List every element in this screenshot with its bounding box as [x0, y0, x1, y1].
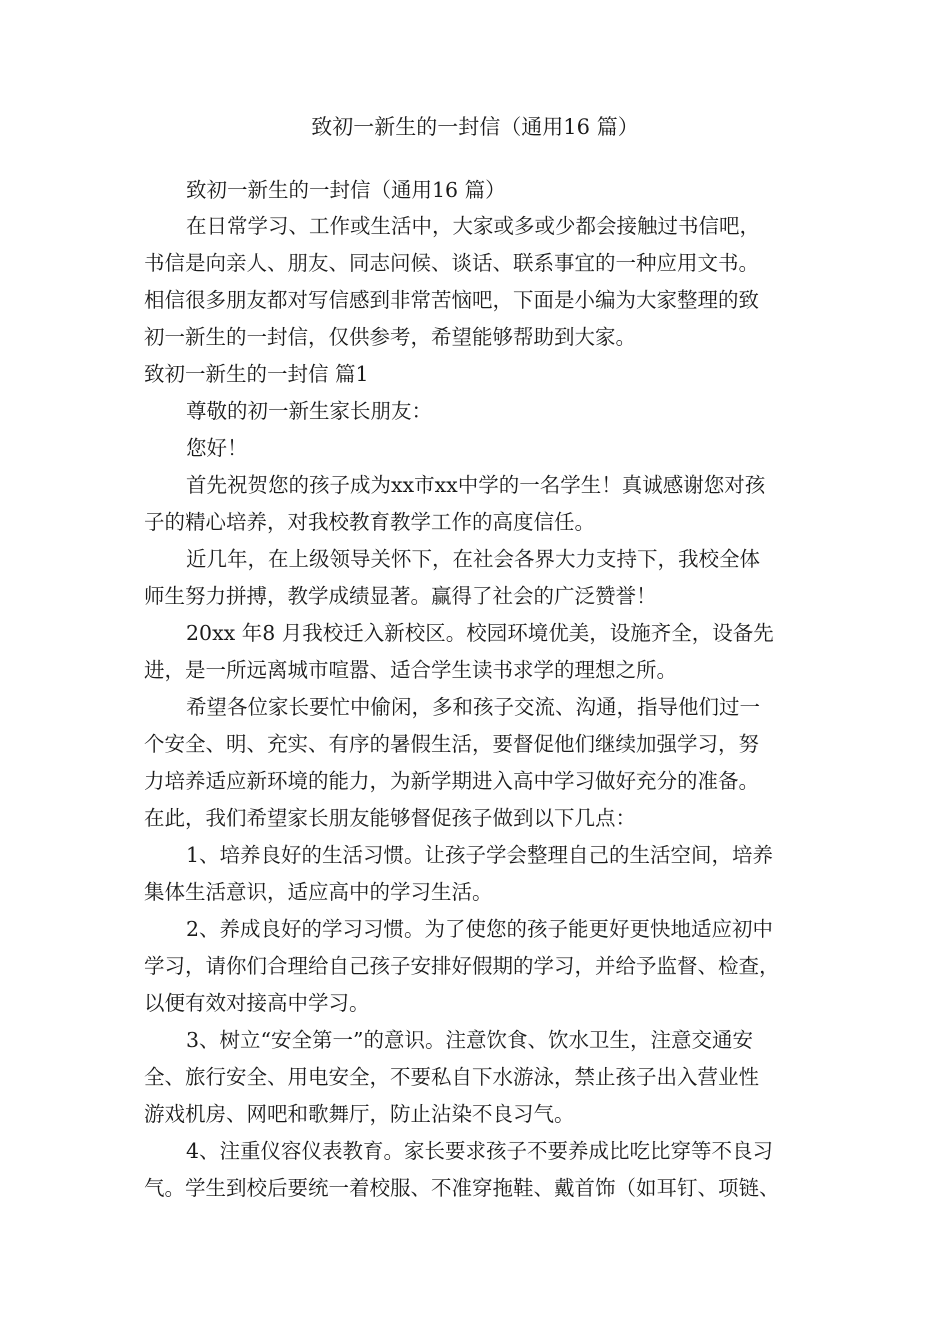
list-item-line: 4、注重仪容仪表教育。家长要求孩子不要养成比吃比穿等不良习 [186, 1139, 774, 1163]
list-item-line: 以便有效对接高中学习。 [144, 991, 370, 1015]
salutation-line: 尊敬的初一新生家长朋友： [186, 399, 432, 423]
paragraph-line: 20xx 年8 月我校迁入新校区。校园环境优美，设施齐全，设备先 [186, 621, 774, 645]
list-item-line: 气。学生到校后要统一着校服、不准穿拖鞋、戴首饰（如耳钉、项链、 [144, 1176, 780, 1200]
paragraph-line: 师生努力拼搏，教学成绩显著。赢得了社会的广泛赞誉！ [144, 584, 657, 608]
list-item-line: 学习，请你们合理给自己孩子安排好假期的学习，并给予监督、检查， [144, 954, 780, 978]
list-item-line: 1、培养良好的生活习惯。让孩子学会整理自己的生活空间，培养 [186, 843, 774, 867]
paragraph-line: 进，是一所远离城市喧嚣、适合学生读书求学的理想之所。 [144, 658, 677, 682]
greeting-line: 您好！ [186, 436, 248, 460]
paragraph-line: 个安全、明、充实、有序的暑假生活，要督促他们继续加强学习，努 [144, 732, 759, 756]
list-item-line: 2、养成良好的学习习惯。为了使您的孩子能更好更快地适应初中 [186, 917, 774, 941]
paragraph-line: 相信很多朋友都对写信感到非常苦恼吧，下面是小编为大家整理的致 [144, 288, 759, 312]
paragraph-line: 力培养适应新环境的能力，为新学期进入高中学习做好充分的准备。 [144, 769, 759, 793]
paragraph-line: 在此，我们希望家长朋友能够督促孩子做到以下几点： [144, 806, 636, 830]
list-item-line: 游戏机房、网吧和歌舞厅，防止沾染不良习气。 [144, 1102, 575, 1126]
paragraph-line: 首先祝贺您的孩子成为xx市xx中学的一名学生！真诚感谢您对孩 [186, 473, 766, 497]
paragraph-line: 子的精心培养，对我校教育教学工作的高度信任。 [144, 510, 595, 534]
paragraph-line: 初一新生的一封信，仅供参考，希望能够帮助到大家。 [144, 325, 636, 349]
subtitle-line: 致初一新生的一封信（通用16 篇） [186, 178, 506, 202]
paragraph-line: 近几年，在上级领导关怀下，在社会各界大力支持下，我校全体 [186, 547, 760, 571]
document-title: 致初一新生的一封信（通用16 篇） [311, 115, 639, 139]
paragraph-line: 书信是向亲人、朋友、同志问候、谈话、联系事宜的一种应用文书。 [144, 251, 759, 275]
section-heading: 致初一新生的一封信 篇1 [144, 362, 369, 386]
paragraph-line: 希望各位家长要忙中偷闲，多和孩子交流、沟通，指导他们过一 [186, 695, 760, 719]
list-item-line: 3、树立“安全第一”的意识。注意饮食、饮水卫生，注意交通安 [186, 1028, 754, 1052]
list-item-line: 集体生活意识，适应高中的学习生活。 [144, 880, 493, 904]
paragraph-line: 在日常学习、工作或生活中，大家或多或少都会接触过书信吧， [186, 214, 760, 238]
list-item-line: 全、旅行安全、用电安全，不要私自下水游泳，禁止孩子出入营业性 [144, 1065, 759, 1089]
